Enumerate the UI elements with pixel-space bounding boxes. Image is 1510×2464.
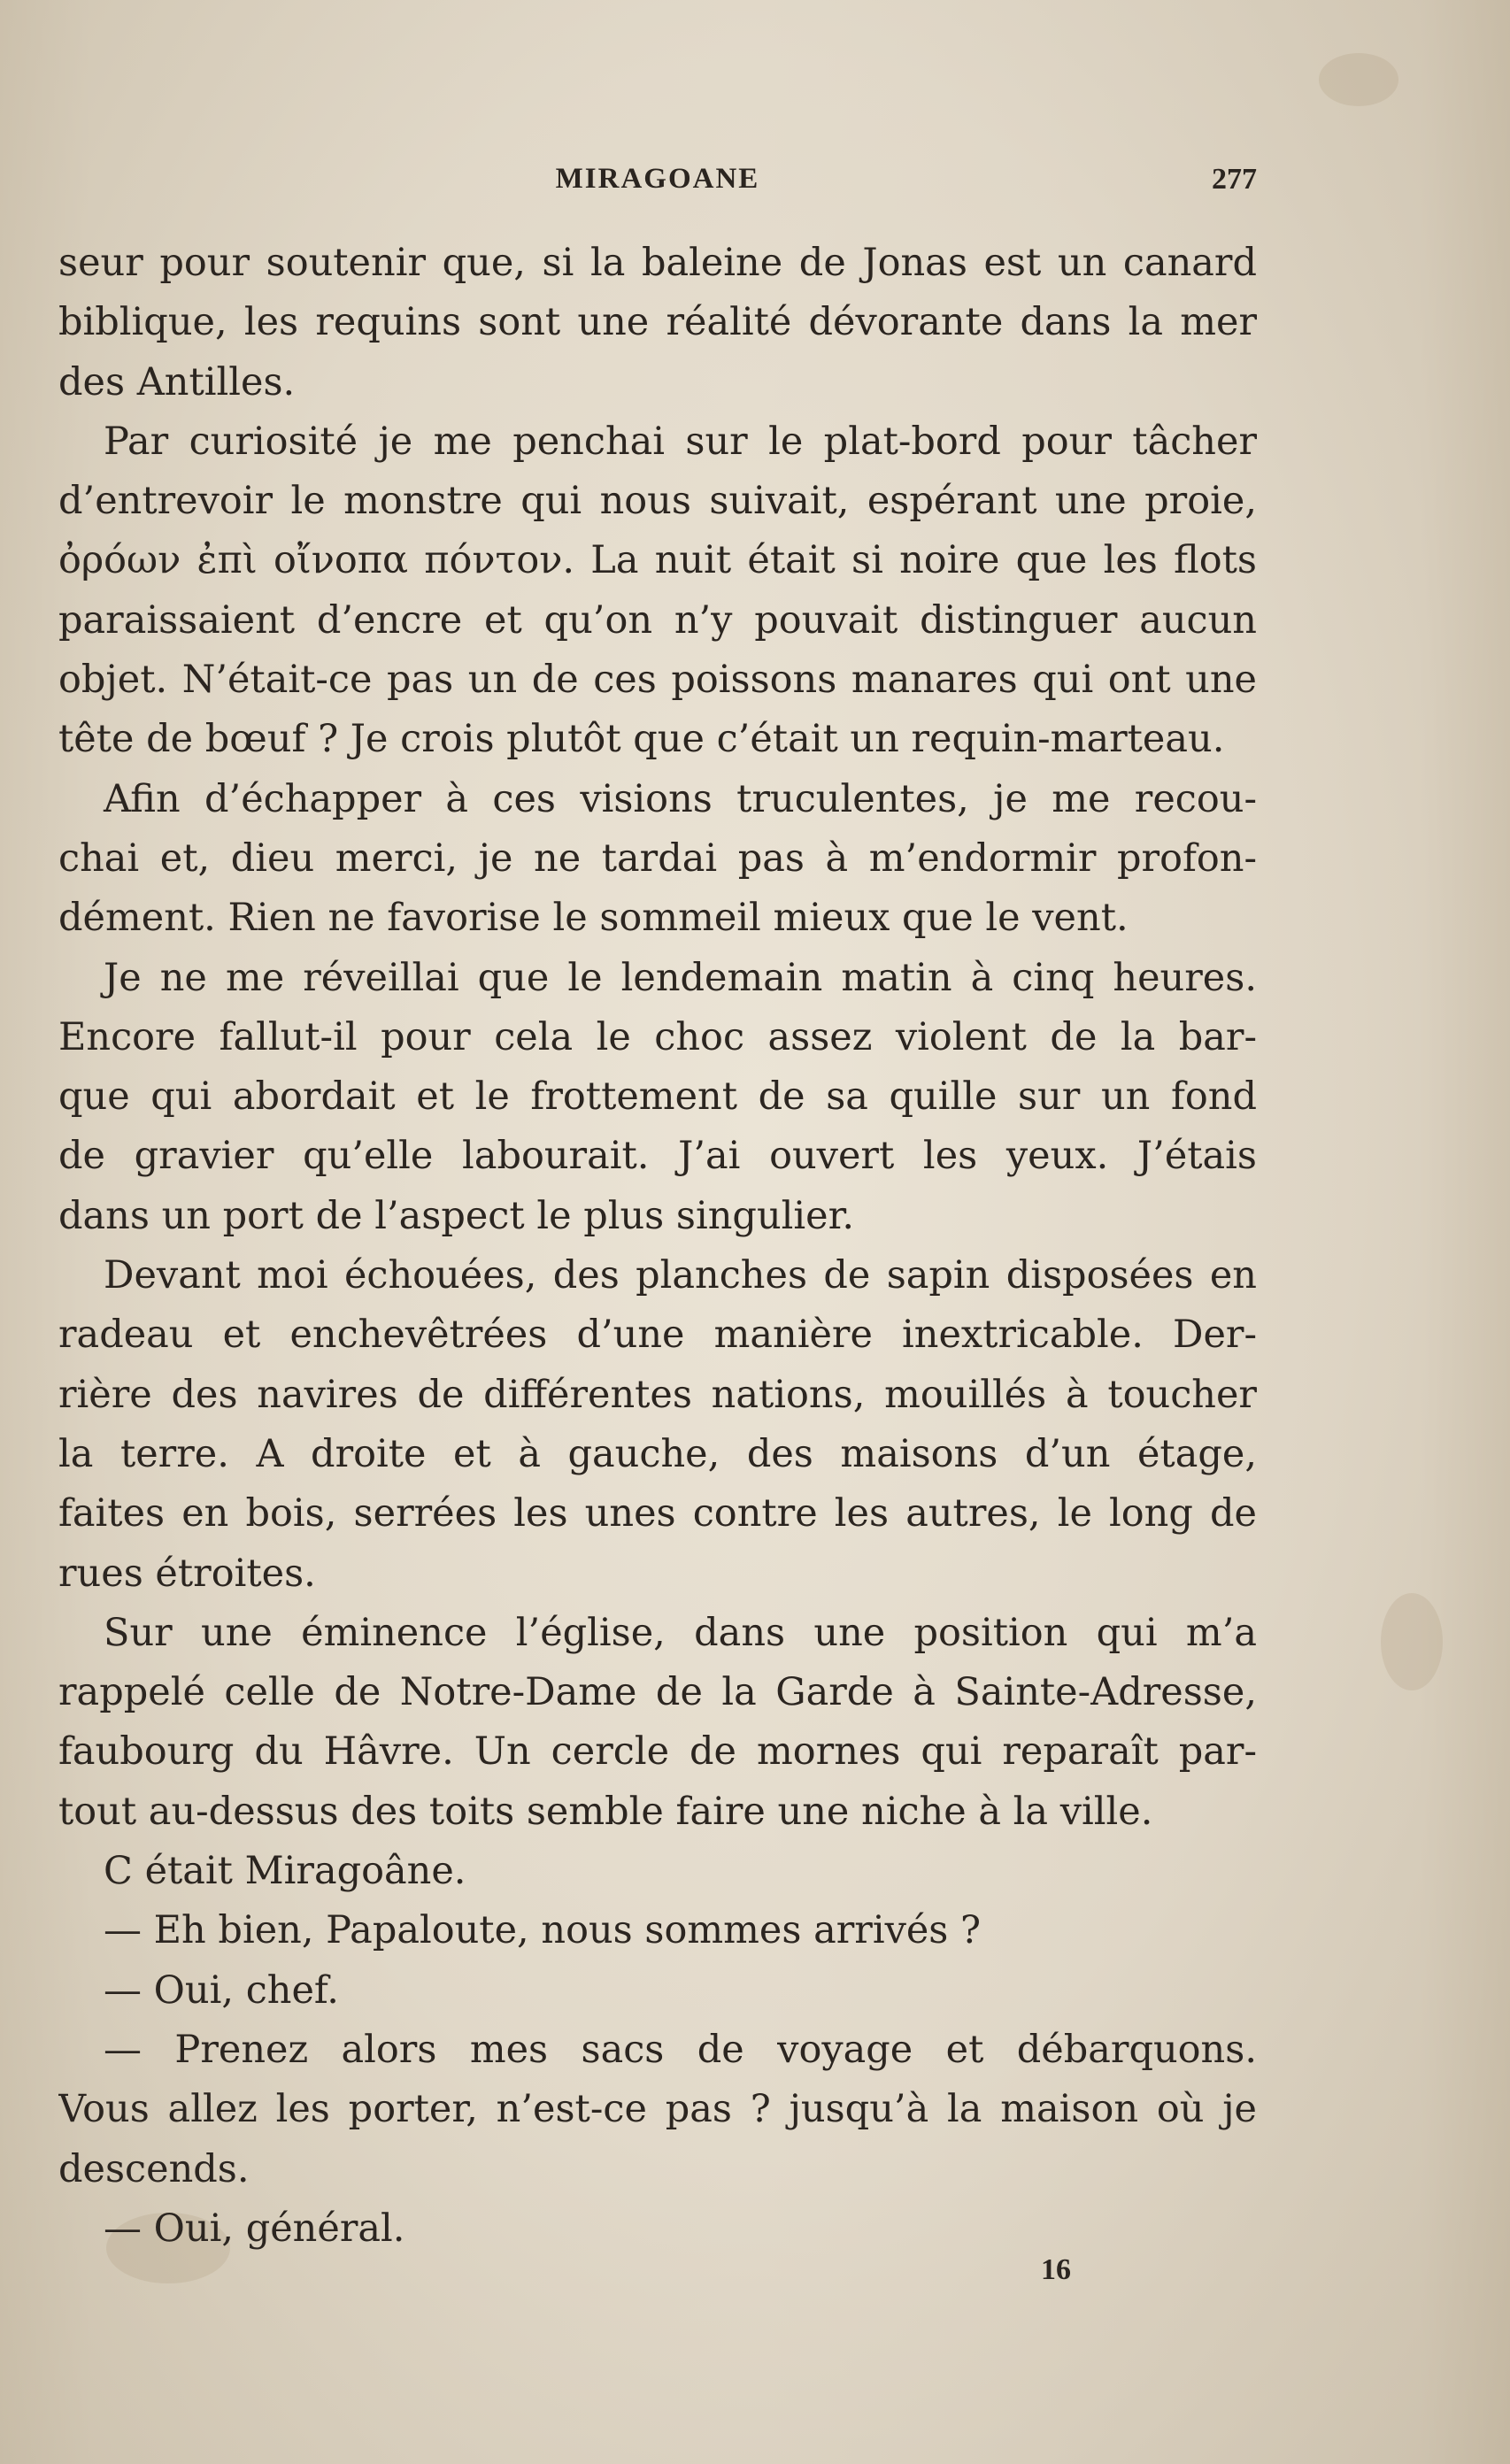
text-line: rappelé celle de Notre-Dame de la Garde à Sainte-Adresse,: [58, 1670, 1257, 1715]
text-line: que qui abordait et le frottement de sa quille sur un fond: [58, 1074, 1257, 1120]
text-line: objet. N’était-ce pas un de ces poissons manares qui ont une: [58, 658, 1257, 703]
running-title: MIRAGOANE: [555, 163, 760, 195]
text-line: paraissaient d’encre et qu’on n’y pouvait distinguer aucun: [58, 597, 1257, 643]
page-number: 277: [1212, 163, 1257, 196]
text-line: Par curiosité je me penchai sur le plat-bord pour tâcher: [104, 419, 1257, 464]
paper-stain: [1381, 1593, 1443, 1690]
text-line: faubourg du Hâvre. Un cercle de mornes qui reparaît par-: [58, 1729, 1257, 1775]
text-line: Vous allez les porter, n’est-ce pas ? jusqu’à la maison où je: [58, 2087, 1257, 2132]
text-line: tout au-dessus des toits semble faire une niche à la ville.: [58, 1789, 1153, 1834]
text-line: Devant moi échouées, des planches de sapin disposées en: [104, 1253, 1257, 1298]
text-line: descends.: [58, 2146, 250, 2191]
text-line: Afin d’échapper à ces visions truculentes, je me recou-: [104, 776, 1257, 821]
text-line: — Oui, chef.: [104, 1967, 339, 2013]
running-head: [58, 163, 1257, 211]
text-line: Encore fallut-il pour cela le choc assez violent de la bar-: [58, 1014, 1257, 1059]
text-line: la terre. A droite et à gauche, des maisons d’un étage,: [58, 1431, 1257, 1476]
text-line: chai et, dieu merci, je ne tardai pas à m’endormir profon-: [58, 835, 1257, 881]
text-line: Sur une éminence l’église, dans une position qui m’a: [104, 1610, 1257, 1655]
text-line: des Antilles.: [58, 359, 296, 404]
text-line: ὀρόων ἐπὶ οἴνοπα πόντον. La nuit était si noire que les flots: [58, 538, 1257, 583]
text-line: C était Miragoâne.: [104, 1849, 466, 1894]
text-line: — Oui, général.: [104, 2206, 405, 2251]
body-text: [58, 234, 1257, 2259]
text-line: d’entrevoir le monstre qui nous suivait, espérant une proie,: [58, 479, 1257, 524]
text-line: dément. Rien ne favorise le sommeil mieux que le vent.: [58, 896, 1129, 941]
text-line: faites en bois, serrées les unes contre les autres, le long de: [58, 1491, 1257, 1536]
text-line: seur pour soutenir que, si la baleine de Jonas est un canard: [58, 241, 1257, 285]
text-line: rues étroites.: [58, 1551, 316, 1596]
text-line: rière des navires de différentes nations, mouillés à toucher: [58, 1372, 1257, 1417]
text-line: tête de bœuf ? Je crois plutôt que c’était un requin-marteau.: [58, 717, 1225, 762]
signature-mark: 16: [1041, 2253, 1071, 2286]
paper-stain: [1319, 53, 1398, 106]
text-line: biblique, les requins sont une réalité dévorante dans la mer: [58, 300, 1257, 345]
text-line: — Prenez alors mes sacs de voyage et débarquons.: [104, 2027, 1257, 2072]
text-line: — Eh bien, Papaloute, nous sommes arrivés ?: [104, 1908, 982, 1953]
text-line: Je ne me réveillai que le lendemain matin à cinq heures.: [104, 955, 1257, 1000]
text-line: radeau et enchevêtrées d’une manière inextricable. Der-: [58, 1313, 1257, 1358]
text-line: dans un port de l’aspect le plus singulier.: [58, 1193, 855, 1238]
text-line: de gravier qu’elle labourait. J’ai ouvert les yeux. J’étais: [58, 1134, 1257, 1179]
